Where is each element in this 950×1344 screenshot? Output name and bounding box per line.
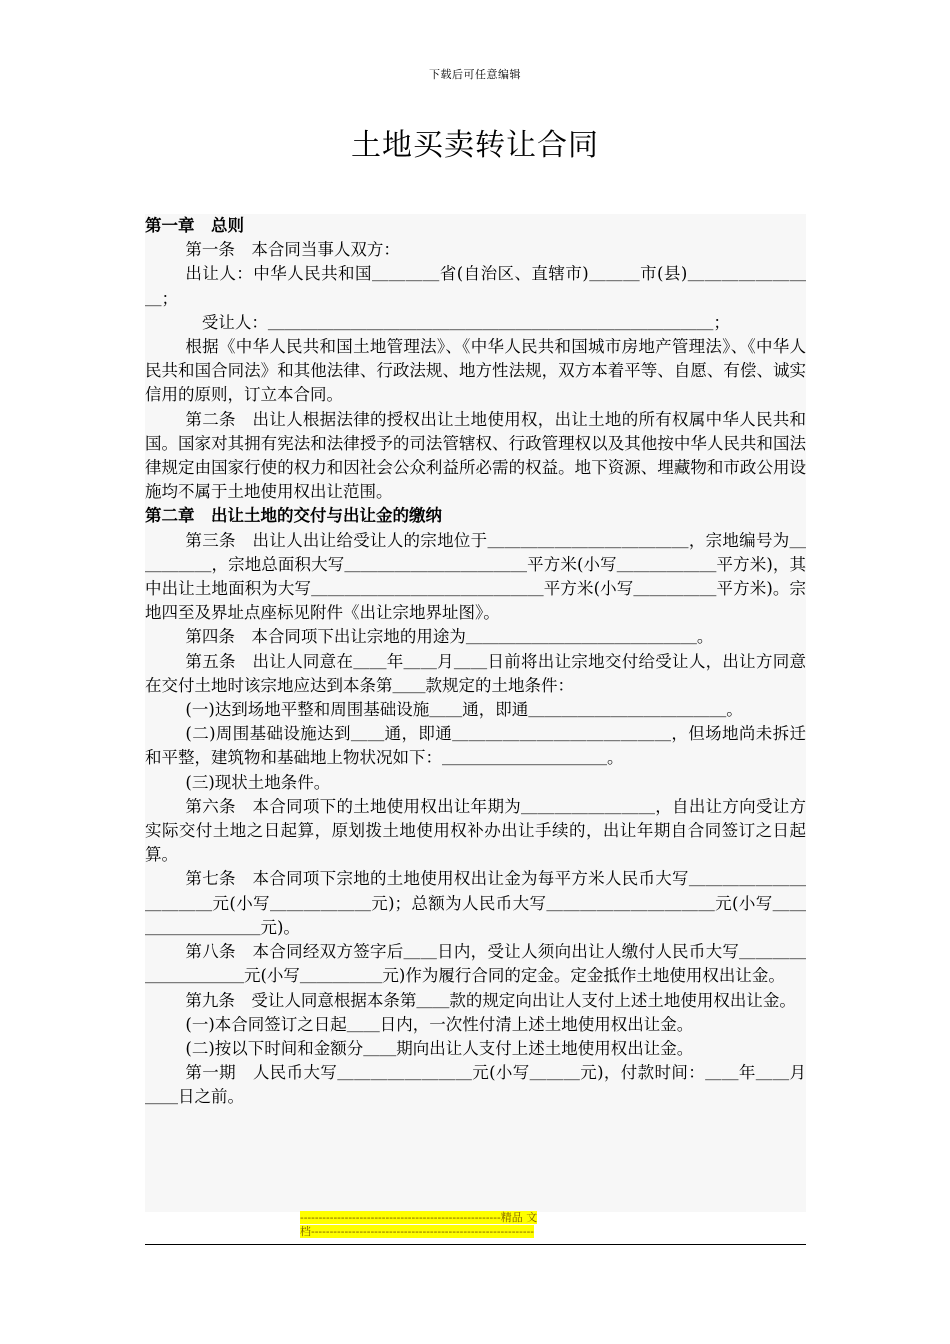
contract-body <box>145 214 806 1212</box>
chapter-heading: 第二章 出让土地的交付与出让金的缴纳 <box>145 506 442 526</box>
clause-paragraph: 第一期 人民币大写＿＿＿＿＿＿＿＿元(小写＿＿＿元)，付款时间：＿＿年＿＿月＿＿日之前。 <box>145 1063 806 1107</box>
clause-paragraph: 第九条 受让人同意根据本条第＿＿款的规定向出让人支付上述土地使用权出让金。 <box>185 990 796 1010</box>
clause-paragraph: (二)周围基础设施达到＿＿通，即通＿＿＿＿＿＿＿＿＿＿＿＿＿，但场地尚未拆迁和平整，建筑物和基础地上物状况如下：＿＿＿＿＿＿＿＿＿＿。 <box>145 724 806 768</box>
clause-paragraph: 第一条 本合同当事人双方： <box>185 240 400 260</box>
clause-paragraph: (二)按以下时间和金额分＿＿期向出让人支付上述土地使用权出让金。 <box>185 1038 694 1058</box>
clause-paragraph: 第二条 出让人根据法律的授权出让土地使用权，出让土地的所有权属中华人民共和国。国家对其拥有宪法和法律授予的司法管辖权、行政管理权以及其他按中华人民共和国法律规定由国家行使的权力和因社会公众利益所必需的权益。地下资源、埋藏物和市政公用设施均不属于土地使用权出让范围。 <box>145 409 806 502</box>
header-note: 下载后可任意编辑 <box>429 68 521 81</box>
clause-paragraph: 第五条 出让人同意在＿＿年＿＿月＿＿日前将出让宗地交付给受让人，出让方同意在交付土地时该宗地应达到本条第＿＿款规定的土地条件： <box>145 651 806 695</box>
clause-paragraph: 根据《中华人民共和国土地管理法》、《中华人民共和国城市房地产管理法》、《中华人民共和国合同法》和其他法律、行政法规、地方性法规，双方本着平等、自愿、有偿、诚实信用的原则，订立本合同。 <box>145 337 806 405</box>
footer-watermark <box>300 1211 650 1239</box>
clause-paragraph: 出让人：中华人民共和国＿＿＿＿省(自治区、直辖市)＿＿＿市(县)＿＿＿＿＿＿＿＿； <box>145 264 806 308</box>
document-title: 土地买卖转让合同 <box>351 128 599 163</box>
clause-paragraph: 第七条 本合同项下宗地的土地使用权出让金为每平方米人民币大写＿＿＿＿＿＿＿＿＿＿＿元(小写＿＿＿＿＿＿元)；总额为人民币大写＿＿＿＿＿＿＿＿＿＿元(小写＿＿＿＿＿＿＿＿＿元)。 <box>145 869 806 937</box>
clause-paragraph: 第六条 本合同项下的土地使用权出让年期为＿＿＿＿＿＿＿＿，自出让方向受让方实际交付土地之日起算，原划拨土地使用权补办出让手续的，出让年期自合同签订之日起算。 <box>145 796 806 865</box>
clause-paragraph: (三)现状土地条件。 <box>185 772 331 792</box>
chapter-heading: 第一章 总则 <box>145 216 244 235</box>
footer-divider <box>145 1244 806 1245</box>
clause-paragraph: 第八条 本合同经双方签字后＿＿日内，受让人须向出让人缴付人民币大写＿＿＿＿＿＿＿＿＿＿元(小写＿＿＿＿＿元)作为履行合同的定金。定金抵作土地使用权出让金。 <box>145 942 806 986</box>
footer-mark-line-2: 档------------------------------------------------------------ <box>300 1225 535 1238</box>
clause-paragraph: 第三条 出让人出让给受让人的宗地位于＿＿＿＿＿＿＿＿＿＿＿＿，宗地编号为＿＿＿＿＿，宗地总面积大写＿＿＿＿＿＿＿＿＿＿＿平方米(小写＿＿＿＿＿＿平方米)，其中出让土地面积为大写＿＿＿＿＿＿＿＿＿＿＿＿＿＿平方米(小写＿＿＿＿＿平方米)。宗地四至及界址点座标见附件《出让宗地界址图》。 <box>145 530 806 623</box>
clause-paragraph: (一)达到场地平整和周围基础设施＿＿通，即通＿＿＿＿＿＿＿＿＿＿＿＿。 <box>185 700 743 720</box>
clause-paragraph: (一)本合同签订之日起＿＿日内，一次性付清上述土地使用权出让金。 <box>185 1014 694 1034</box>
clause-paragraph: 受让人：＿＿＿＿＿＿＿＿＿＿＿＿＿＿＿＿＿＿＿＿＿＿＿＿＿＿＿； <box>185 312 730 332</box>
clause-paragraph: 第四条 本合同项下出让宗地的用途为＿＿＿＿＿＿＿＿＿＿＿＿＿＿。 <box>185 627 714 647</box>
footer-mark-line-1: ------------------------------------------------------精品 文 <box>300 1211 538 1224</box>
